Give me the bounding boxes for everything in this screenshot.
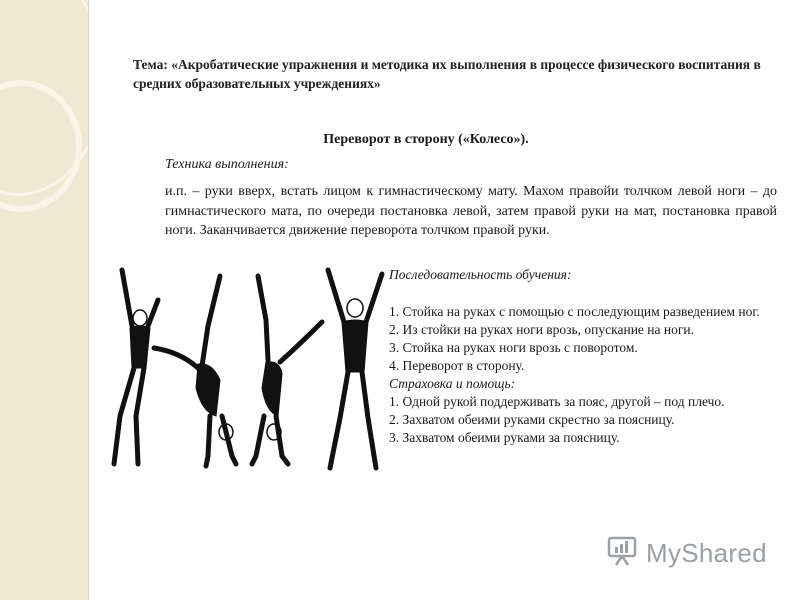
slide-topic: Тема: «Акробатические упражнения и методика их выполнения в процессе физического воспитания в средних образовательных учреждениях» bbox=[133, 57, 761, 91]
list-item: 1. Стойка на руках с помощью с последующим разведением ног. bbox=[389, 304, 760, 319]
figure-inverted-left bbox=[154, 276, 236, 466]
figure-inverted-right bbox=[252, 276, 322, 464]
watermark-brand: MyShared bbox=[646, 537, 767, 568]
list-item: 2. Захватом обеими руками скрестно за поясницу. bbox=[389, 412, 675, 427]
side-divider bbox=[88, 0, 89, 600]
list-item: 4. Переворот в сторону. bbox=[389, 358, 525, 373]
section-title: Переворот в сторону («Колесо»). bbox=[323, 132, 529, 147]
figure-standing-finish bbox=[328, 270, 382, 468]
cartwheel-illustration bbox=[90, 256, 390, 494]
presentation-icon bbox=[606, 535, 640, 572]
list-item: 3. Стойка на руках ноги врозь с поворотом. bbox=[389, 340, 638, 355]
technique-text: и.п. – руки вверх, встать лицом к гимнастическому мату. Махом правойи толчком левой ноги – до гимнастического мата, по очереди постановка левой, затем правой руки на мат, постановка правой ноги. Заканчивается движение переворота толчком правой руки. bbox=[165, 184, 777, 238]
training-sequence bbox=[389, 266, 794, 447]
cartwheel-figures-svg bbox=[90, 256, 390, 494]
list-item: 2. Из стойки на руках ноги врозь, опускание на ноги. bbox=[389, 322, 694, 337]
list-item: 3. Захватом обеими руками за поясницу. bbox=[389, 430, 620, 445]
safety-label: Страховка и помощь: bbox=[389, 376, 516, 391]
figure-standing-start bbox=[114, 270, 158, 464]
decorative-side-panel bbox=[0, 0, 88, 600]
myshared-watermark bbox=[606, 536, 767, 570]
technique-label: Техника выполнения: bbox=[165, 157, 289, 172]
list-item: 1. Одной рукой поддерживать за пояс, другой – под плечо. bbox=[389, 394, 725, 409]
sequence-label: Последовательность обучения: bbox=[389, 267, 572, 282]
